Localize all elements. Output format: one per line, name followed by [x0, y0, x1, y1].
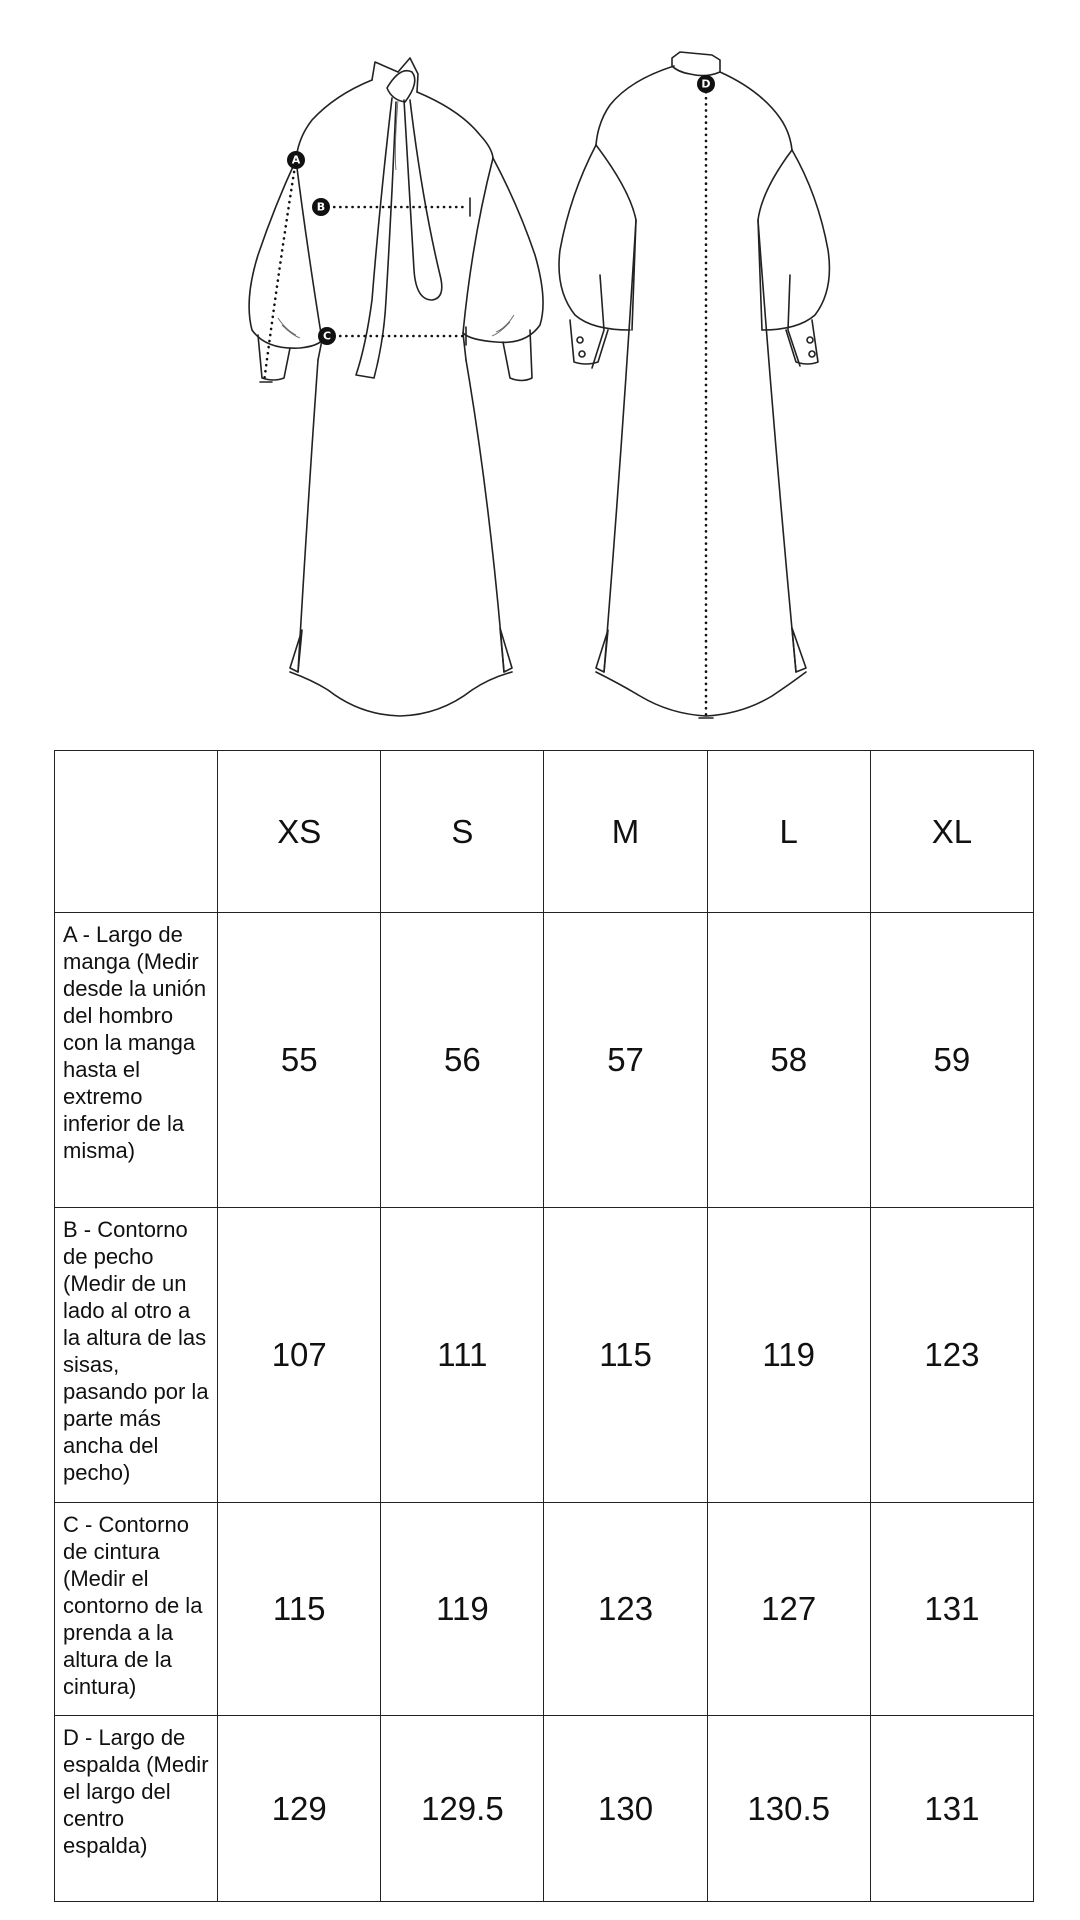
size-chart-table — [54, 750, 1034, 1902]
table-cell: 131 — [870, 1503, 1033, 1716]
table-cell: 131 — [870, 1716, 1033, 1902]
dress-back-view — [559, 52, 829, 718]
table-cell: 129 — [218, 1716, 381, 1902]
dress-front-view — [249, 58, 543, 716]
row-label-waist: C - Contorno de cintura (Medir el contorno de la prenda a la altura de la cintura) — [55, 1503, 218, 1716]
svg-text:B: B — [316, 200, 326, 214]
size-m-header: M — [544, 751, 707, 913]
table-cell: 129.5 — [381, 1716, 544, 1902]
table-row-back-length — [55, 1716, 1034, 1902]
table-cell: 119 — [381, 1503, 544, 1716]
table-row-sleeve-length — [55, 913, 1034, 1208]
row-label-chest: B - Contorno de pecho (Medir de un lado al otro a la altura de las sisas, pasando por la parte más ancha del pecho) — [55, 1208, 218, 1503]
svg-text:C: C — [322, 329, 332, 343]
size-header-row — [55, 751, 1034, 913]
row-label-sleeve-length: A - Largo de manga (Medir desde la unión del hombro con la manga hasta el extremo inferior de la misma) — [55, 913, 218, 1208]
empty-corner-cell — [55, 751, 218, 913]
table-cell: 119 — [707, 1208, 870, 1503]
marker-a — [287, 151, 305, 169]
table-row-chest — [55, 1208, 1034, 1503]
table-cell: 130 — [544, 1716, 707, 1902]
row-label-back-length: D - Largo de espalda (Medir el largo del centro espalda) — [55, 1716, 218, 1902]
marker-d — [697, 75, 715, 93]
marker-b — [312, 198, 330, 216]
table-cell: 55 — [218, 913, 381, 1208]
size-s-header: S — [381, 751, 544, 913]
table-cell: 57 — [544, 913, 707, 1208]
table-cell: 115 — [544, 1208, 707, 1503]
size-xl-header: XL — [870, 751, 1033, 913]
table-cell: 123 — [870, 1208, 1033, 1503]
table-cell: 59 — [870, 913, 1033, 1208]
marker-c — [318, 327, 336, 345]
table-cell: 111 — [381, 1208, 544, 1503]
table-cell: 115 — [218, 1503, 381, 1716]
svg-text:D: D — [701, 77, 711, 91]
table-cell: 107 — [218, 1208, 381, 1503]
table-row-waist — [55, 1503, 1034, 1716]
table-cell: 127 — [707, 1503, 870, 1716]
table-cell: 130.5 — [707, 1716, 870, 1902]
dress-technical-drawing — [0, 0, 1080, 740]
svg-text:A: A — [291, 153, 301, 167]
table-cell: 56 — [381, 913, 544, 1208]
table-cell: 123 — [544, 1503, 707, 1716]
size-l-header: L — [707, 751, 870, 913]
size-xs-header: XS — [218, 751, 381, 913]
table-cell: 58 — [707, 913, 870, 1208]
